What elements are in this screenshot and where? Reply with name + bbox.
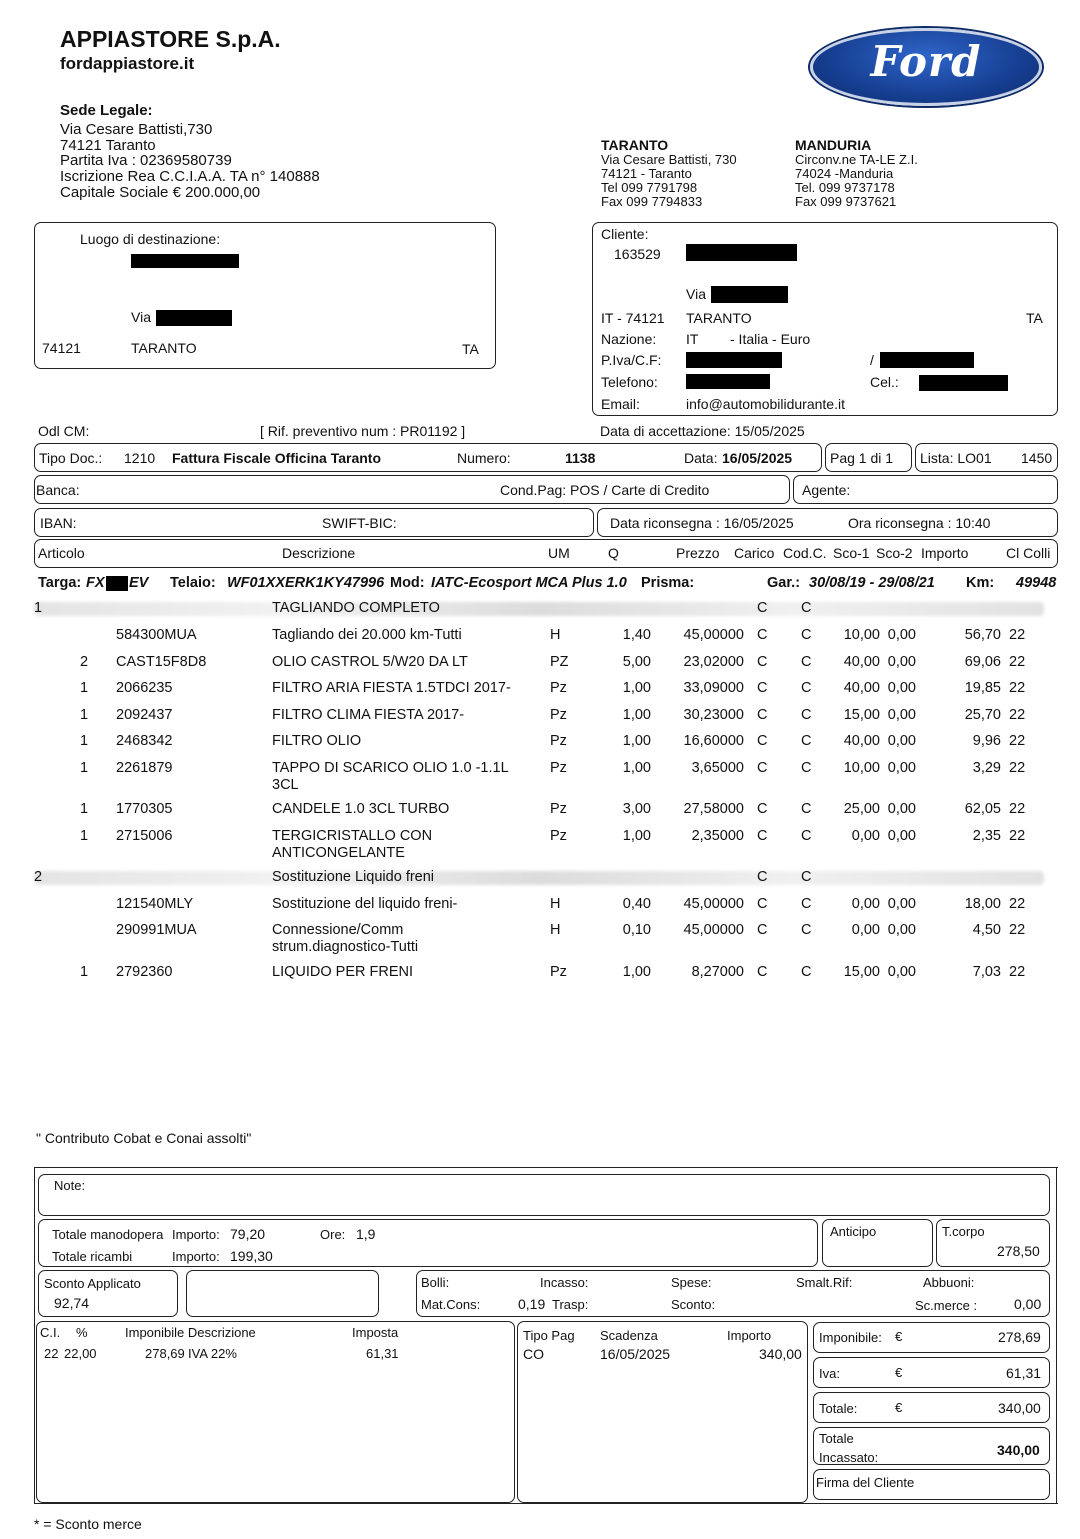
- doc-number-label: Numero:: [457, 450, 511, 466]
- bank-label: Banca:: [36, 482, 80, 498]
- targa-suffix: EV: [129, 575, 149, 591]
- note-label: Note:: [54, 1178, 86, 1193]
- cell-quantity: 1,00: [622, 733, 651, 749]
- destination-prov: TA: [462, 341, 479, 357]
- redaction: [686, 352, 782, 368]
- cell-qty-group: 1: [80, 760, 89, 776]
- col-codc: Cod.C.: [783, 545, 827, 561]
- bolli-label: Bolli:: [421, 1275, 450, 1290]
- cell-um: H: [550, 922, 561, 938]
- odl-label: Odl CM:: [38, 423, 90, 439]
- cell-carico: C: [757, 733, 768, 749]
- cell-price: 3,65000: [691, 760, 744, 776]
- cell-sco1: 0,00: [851, 828, 880, 844]
- cell-importo: 25,70: [964, 707, 1001, 723]
- cell-carico: C: [757, 922, 768, 938]
- cell-article: 584300MUA: [116, 627, 197, 643]
- cell-qty-group: 2: [80, 654, 89, 670]
- cell-quantity: 3,00: [622, 801, 651, 817]
- swift-label: SWIFT-BIC:: [322, 515, 397, 531]
- cell-qty-group: 2: [34, 869, 43, 885]
- col-prezzo: Prezzo: [676, 545, 720, 561]
- cell-quantity: 0,40: [622, 896, 651, 912]
- cell-sco2: 0,00: [887, 627, 916, 643]
- cell-description: LIQUIDO PER FRENI: [272, 964, 413, 980]
- cell-codc: C: [801, 654, 812, 670]
- iva-box: [36, 1321, 515, 1503]
- branch-line: Fax 099 9737621: [795, 194, 897, 209]
- cell-qty-group: 1: [80, 801, 89, 817]
- cell-description-line2: strum.diagnostico-Tutti: [272, 939, 419, 955]
- legal-line: Via Cesare Battisti,730: [60, 121, 213, 138]
- spese-label: Spese:: [671, 1275, 712, 1290]
- branch-line: Tel 099 7791798: [601, 180, 698, 195]
- euro-sign: €: [895, 1365, 903, 1380]
- cell-qty-group: 1: [34, 600, 43, 616]
- prisma-label: Prisma:: [641, 575, 695, 591]
- ore-label: Ore:: [320, 1227, 346, 1242]
- iban-label: IBAN:: [40, 515, 77, 531]
- tcorpo-label: T.corpo: [942, 1224, 985, 1239]
- targa-label: Targa:: [38, 575, 82, 591]
- client-phone-label: Telefono:: [601, 374, 658, 390]
- note-box: [38, 1174, 1050, 1216]
- incassato-value: 340,00: [997, 1442, 1040, 1458]
- iva-label: Iva:: [819, 1366, 840, 1381]
- iva-imposta: 61,31: [366, 1346, 399, 1361]
- cell-price: 27,58000: [683, 801, 744, 817]
- signature-label: Firma del Cliente: [816, 1475, 915, 1490]
- cell-description: FILTRO OLIO: [272, 733, 362, 749]
- cell-carico: C: [757, 760, 768, 776]
- doc-date: 16/05/2025: [722, 450, 793, 466]
- client-piva-label: P.Iva/C.F:: [601, 352, 662, 368]
- cell-carico: C: [757, 869, 768, 885]
- sconto-value: 92,74: [54, 1295, 90, 1311]
- incasso-label: Incasso:: [540, 1275, 589, 1290]
- cell-sco2: 0,00: [887, 733, 916, 749]
- cell-sco1: 25,00: [843, 801, 880, 817]
- branch-line: Tel. 099 9737178: [795, 180, 895, 195]
- cell-sco1: 10,00: [843, 627, 880, 643]
- cell-sco1: 0,00: [851, 922, 880, 938]
- cell-article: 2066235: [116, 680, 173, 696]
- cell-cl: 22: [1009, 627, 1026, 643]
- ricambi-label: Totale ricambi: [52, 1249, 133, 1264]
- cell-um: Pz: [550, 760, 567, 776]
- sconto-label: Sconto Applicato: [44, 1276, 141, 1291]
- cell-price: 30,23000: [683, 707, 744, 723]
- iban-box: [34, 508, 594, 537]
- client-nation: - Italia - Euro: [730, 331, 811, 347]
- accept-date: Data di accettazione: 15/05/2025: [600, 423, 805, 439]
- client-cell-label: Cel.:: [870, 374, 899, 390]
- cell-article: 290991MUA: [116, 922, 197, 938]
- model: IATC-Ecosport MCA Plus 1.0: [431, 575, 627, 591]
- legal-line: Iscrizione Rea C.C.I.A.A. TA n° 140888: [60, 168, 320, 185]
- cell-codc: C: [801, 707, 812, 723]
- cell-sco1: 0,00: [851, 896, 880, 912]
- cell-price: 16,60000: [683, 733, 744, 749]
- cell-carico: C: [757, 801, 768, 817]
- preventivo-ref: [ Rif. preventivo num : PR01192 ]: [260, 423, 466, 439]
- branch-line: Via Cesare Battisti, 730: [601, 152, 737, 167]
- col-q: Q: [608, 545, 619, 561]
- cell-qty-group: 1: [80, 680, 89, 696]
- pay-col-scadenza: Scadenza: [600, 1328, 658, 1343]
- cell-price: 45,00000: [683, 922, 744, 938]
- sconto2-label: Sconto:: [671, 1297, 716, 1312]
- cobat-note: " Contributo Cobat e Conai assolti": [36, 1130, 252, 1146]
- cell-codc: C: [801, 964, 812, 980]
- cell-quantity: 0,10: [622, 922, 651, 938]
- redaction: [880, 352, 974, 368]
- cell-cl: 22: [1009, 801, 1026, 817]
- col-descrizione: Descrizione: [282, 545, 356, 561]
- cell-price: 2,35000: [691, 828, 744, 844]
- client-piva-slash: /: [870, 352, 874, 368]
- client-nation-code: IT: [686, 331, 699, 347]
- redaction: [686, 374, 770, 389]
- cell-sco1: 15,00: [843, 707, 880, 723]
- iva-desc: IVA 22%: [188, 1346, 237, 1361]
- cell-importo: 4,50: [972, 922, 1001, 938]
- cell-codc: C: [801, 922, 812, 938]
- cell-importo: 56,70: [964, 627, 1001, 643]
- mod-label: Mod:: [390, 575, 425, 591]
- destination-cap: 74121: [42, 340, 81, 356]
- pay-importo: 340,00: [759, 1346, 802, 1362]
- redaction: [106, 576, 128, 591]
- client-cap: IT - 74121: [601, 310, 665, 326]
- cell-sco1: 40,00: [843, 733, 880, 749]
- branch-line: 74121 - Taranto: [601, 166, 692, 181]
- divider: [34, 1167, 1058, 1168]
- cell-carico: C: [757, 707, 768, 723]
- cell-description: TERGICRISTALLO CON: [272, 828, 433, 844]
- cell-cl: 22: [1009, 733, 1026, 749]
- smalt-label: Smalt.Rif:: [796, 1275, 853, 1290]
- cell-quantity: 1,00: [622, 707, 651, 723]
- page-number: Pag 1 di 1: [830, 450, 894, 466]
- client-nation-label: Nazione:: [601, 331, 657, 347]
- branch-name: TARANTO: [601, 137, 669, 153]
- cell-qty-group: 1: [80, 733, 89, 749]
- cell-um: Pz: [550, 828, 567, 844]
- cell-importo: 18,00: [964, 896, 1001, 912]
- cell-quantity: 1,00: [622, 828, 651, 844]
- cell-codc: C: [801, 896, 812, 912]
- cell-article: 1770305: [116, 801, 173, 817]
- cell-quantity: 5,00: [622, 654, 651, 670]
- redaction: [919, 375, 1008, 391]
- cell-importo: 19,85: [964, 680, 1001, 696]
- footnote: * = Sconto merce: [34, 1516, 142, 1532]
- cell-qty-group: 1: [80, 964, 89, 980]
- iva-col-perc: %: [76, 1325, 88, 1340]
- cell-sco2: 0,00: [887, 707, 916, 723]
- imponibile-label: Imponibile:: [819, 1330, 882, 1345]
- cell-um: PZ: [550, 654, 569, 670]
- cell-description: OLIO CASTROL 5/W20 DA LT: [272, 654, 468, 670]
- km-label: Km:: [966, 575, 995, 591]
- col-articolo: Articolo: [38, 545, 85, 561]
- cell-cl: 22: [1009, 654, 1026, 670]
- euro-sign: €: [895, 1329, 903, 1344]
- cell-price: 45,00000: [683, 627, 744, 643]
- cell-cl: 22: [1009, 707, 1026, 723]
- scmerce-label: Sc.merce :: [915, 1298, 978, 1313]
- divider: [1056, 1167, 1057, 1503]
- cell-description-line2: 3CL: [272, 777, 299, 793]
- doc-number: 1138: [565, 450, 596, 466]
- ore-value: 1,9: [356, 1226, 376, 1242]
- km-value: 49948: [1016, 575, 1057, 591]
- cell-sco1: 40,00: [843, 654, 880, 670]
- cell-description: Tagliando dei 20.000 km-Tutti: [272, 627, 462, 643]
- cell-importo: 9,96: [972, 733, 1001, 749]
- cell-cl: 22: [1009, 922, 1026, 938]
- manodopera-value: 79,20: [230, 1226, 266, 1242]
- anticipo-label: Anticipo: [830, 1224, 877, 1239]
- cell-price: 33,09000: [683, 680, 744, 696]
- cell-sco2: 0,00: [887, 801, 916, 817]
- cell-article: CAST15F8D8: [116, 654, 207, 670]
- table-row: [0, 828, 1080, 868]
- delivery-date: Data riconsegna : 16/05/2025: [610, 515, 794, 531]
- cell-price: 23,02000: [683, 654, 744, 670]
- iva-value: 61,31: [1006, 1365, 1042, 1381]
- pay-tipo: CO: [523, 1346, 544, 1362]
- incassato-label: Totale: [819, 1431, 854, 1446]
- payment-condition: Cond.Pag: POS / Carte di Credito: [500, 482, 710, 498]
- cell-price: 8,27000: [691, 964, 744, 980]
- list-number: 1450: [1021, 450, 1053, 466]
- cell-description: FILTRO CLIMA FIESTA 2017-: [272, 707, 465, 723]
- pay-col-tipo: Tipo Pag: [523, 1328, 575, 1343]
- cell-sco2: 0,00: [887, 896, 916, 912]
- client-email: info@automobilidurante.it: [686, 396, 845, 412]
- branch-name: MANDURIA: [795, 137, 872, 153]
- targa-prefix: FX: [86, 575, 105, 591]
- gar-dates: 30/08/19 - 29/08/21: [809, 575, 935, 591]
- cell-quantity: 1,00: [622, 760, 651, 776]
- client-city: TARANTO: [686, 310, 752, 326]
- pay-scadenza: 16/05/2025: [600, 1346, 671, 1362]
- cell-codc: C: [801, 600, 812, 616]
- ricambi-value: 199,30: [230, 1248, 273, 1264]
- matcons-value: 0,19: [518, 1296, 546, 1312]
- client-via-label: Via: [686, 286, 706, 302]
- destination-via-label: Via: [131, 309, 151, 325]
- tcorpo-value: 278,50: [997, 1243, 1040, 1259]
- col-clcolli: Cl Colli: [1006, 545, 1051, 561]
- delivery-time: Ora riconsegna : 10:40: [848, 515, 991, 531]
- client-email-label: Email:: [601, 396, 640, 412]
- cell-sco2: 0,00: [887, 828, 916, 844]
- telaio-label: Telaio:: [170, 575, 216, 591]
- client-label: Cliente:: [601, 226, 649, 242]
- cell-um: Pz: [550, 801, 567, 817]
- cell-description: Connessione/Comm: [272, 922, 404, 938]
- iva-ci: 22: [44, 1346, 59, 1361]
- legal-line: Capitale Sociale € 200.000,00: [60, 184, 261, 201]
- cell-description-line2: ANTICONGELANTE: [272, 845, 405, 861]
- cell-quantity: 1,00: [622, 680, 651, 696]
- cell-carico: C: [757, 627, 768, 643]
- divider: [34, 1167, 35, 1503]
- redaction: [131, 254, 239, 268]
- totale-value: 340,00: [998, 1400, 1041, 1416]
- col-sco1: Sco-1: [833, 545, 870, 561]
- client-code: 163529: [614, 246, 661, 262]
- scmerce-value: 0,00: [1014, 1296, 1042, 1312]
- cell-sco1: 10,00: [843, 760, 880, 776]
- company-site: fordappiastore.it: [60, 54, 195, 73]
- iva-imponibile: 278,69: [145, 1346, 185, 1361]
- cell-carico: C: [757, 828, 768, 844]
- cell-um: H: [550, 896, 561, 912]
- cell-codc: C: [801, 733, 812, 749]
- legal-label: Sede Legale:: [60, 102, 153, 119]
- cell-qty-group: 1: [80, 707, 89, 723]
- legal-line: 74121 Taranto: [60, 137, 156, 154]
- doc-type-label: Tipo Doc.:: [39, 450, 103, 466]
- ford-logo: Ford: [810, 28, 1042, 106]
- cell-um: Pz: [550, 680, 567, 696]
- cell-importo: 69,06: [964, 654, 1001, 670]
- cell-price: 45,00000: [683, 896, 744, 912]
- cell-cl: 22: [1009, 896, 1026, 912]
- cell-description: TAGLIANDO COMPLETO: [272, 600, 440, 616]
- matcons-label: Mat.Cons:: [421, 1297, 481, 1312]
- client-prov: TA: [1026, 310, 1043, 326]
- table-row: [0, 760, 1080, 800]
- cell-sco2: 0,00: [887, 760, 916, 776]
- col-importo: Importo: [921, 545, 969, 561]
- company-name: APPIASTORE S.p.A.: [60, 26, 281, 52]
- branch-line: Fax 099 7794833: [601, 194, 703, 209]
- cell-article: 2468342: [116, 733, 173, 749]
- cell-quantity: 1,00: [622, 964, 651, 980]
- cell-sco1: 15,00: [843, 964, 880, 980]
- cell-carico: C: [757, 680, 768, 696]
- cell-um: Pz: [550, 707, 567, 723]
- cell-cl: 22: [1009, 680, 1026, 696]
- cell-um: Pz: [550, 964, 567, 980]
- vehicle-line: [38, 575, 1068, 593]
- legal-line: Partita Iva : 02369580739: [60, 152, 232, 169]
- abbuoni-label: Abbuoni:: [923, 1275, 975, 1290]
- cell-sco2: 0,00: [887, 964, 916, 980]
- cell-qty-group: 1: [80, 828, 89, 844]
- divider: [34, 1503, 1058, 1504]
- iva-col-imposta: Imposta: [352, 1325, 399, 1340]
- cell-description: CANDELE 1.0 3CL TURBO: [272, 801, 450, 817]
- empty-box: [186, 1270, 379, 1317]
- doc-type: Fattura Fiscale Officina Taranto: [172, 450, 382, 466]
- cell-um: H: [550, 627, 561, 643]
- agent-label: Agente:: [802, 482, 851, 498]
- euro-sign: €: [895, 1400, 903, 1415]
- cell-cl: 22: [1009, 964, 1026, 980]
- cell-quantity: 1,40: [622, 627, 651, 643]
- cell-cl: 22: [1009, 828, 1026, 844]
- branch-line: Circonv.ne TA-LE Z.I.: [795, 152, 918, 167]
- cell-um: Pz: [550, 733, 567, 749]
- totale-label: Totale:: [819, 1401, 858, 1416]
- cell-codc: C: [801, 801, 812, 817]
- table-row: [0, 964, 1080, 1004]
- list-label: Lista: LO01: [920, 450, 992, 466]
- cell-sco1: 40,00: [843, 680, 880, 696]
- cell-carico: C: [757, 964, 768, 980]
- importo-label: Importo:: [172, 1249, 220, 1264]
- gar-label: Gar.:: [767, 575, 801, 591]
- redaction: [686, 244, 797, 261]
- telaio: WF01XXERK1KY47996: [227, 575, 385, 591]
- cell-importo: 7,03: [972, 964, 1001, 980]
- col-sco2: Sco-2: [876, 545, 913, 561]
- doc-date-label: Data:: [684, 450, 718, 466]
- incassato-label: Incassato:: [819, 1450, 879, 1465]
- cell-article: 121540MLY: [116, 896, 194, 912]
- cell-sco2: 0,00: [887, 922, 916, 938]
- cell-carico: C: [757, 600, 768, 616]
- doc-type-code: 1210: [124, 450, 156, 466]
- iva-col-impon: Imponibile Descrizione: [125, 1325, 256, 1340]
- table-row: [0, 922, 1080, 962]
- imponibile-value: 278,69: [998, 1329, 1041, 1345]
- cell-article: 2092437: [116, 707, 173, 723]
- cell-sco2: 0,00: [887, 654, 916, 670]
- cell-importo: 3,29: [972, 760, 1001, 776]
- cell-carico: C: [757, 654, 768, 670]
- importo-label: Importo:: [172, 1227, 220, 1242]
- cell-article: 2261879: [116, 760, 173, 776]
- iva-col-ci: C.I.: [40, 1325, 61, 1340]
- cell-sco2: 0,00: [887, 680, 916, 696]
- destination-city: TARANTO: [131, 340, 197, 356]
- destination-label: Luogo di destinazione:: [80, 231, 221, 247]
- iva-perc: 22,00: [64, 1346, 97, 1361]
- pay-col-importo: Importo: [727, 1328, 772, 1343]
- cell-codc: C: [801, 680, 812, 696]
- cell-carico: C: [757, 896, 768, 912]
- redaction: [711, 286, 788, 303]
- manodopera-label: Totale manodopera: [52, 1227, 164, 1242]
- cell-importo: 2,35: [972, 828, 1001, 844]
- cell-description: Sostituzione del liquido freni-: [272, 896, 458, 912]
- cell-codc: C: [801, 627, 812, 643]
- cell-description: TAPPO DI SCARICO OLIO 1.0 -1.1L: [272, 760, 509, 776]
- cell-importo: 62,05: [964, 801, 1001, 817]
- cell-article: 2715006: [116, 828, 173, 844]
- cell-description: Sostituzione Liquido freni: [272, 869, 435, 885]
- cell-codc: C: [801, 760, 812, 776]
- redaction: [156, 310, 232, 326]
- cell-article: 2792360: [116, 964, 173, 980]
- cell-cl: 22: [1009, 760, 1026, 776]
- cell-codc: C: [801, 869, 812, 885]
- branch-line: 74024 -Manduria: [795, 166, 894, 181]
- cell-codc: C: [801, 828, 812, 844]
- trasp-label: Trasp:: [552, 1297, 589, 1312]
- col-carico: Carico: [734, 545, 775, 561]
- cell-description: FILTRO ARIA FIESTA 1.5TDCI 2017-: [272, 680, 511, 696]
- col-um: UM: [548, 545, 570, 561]
